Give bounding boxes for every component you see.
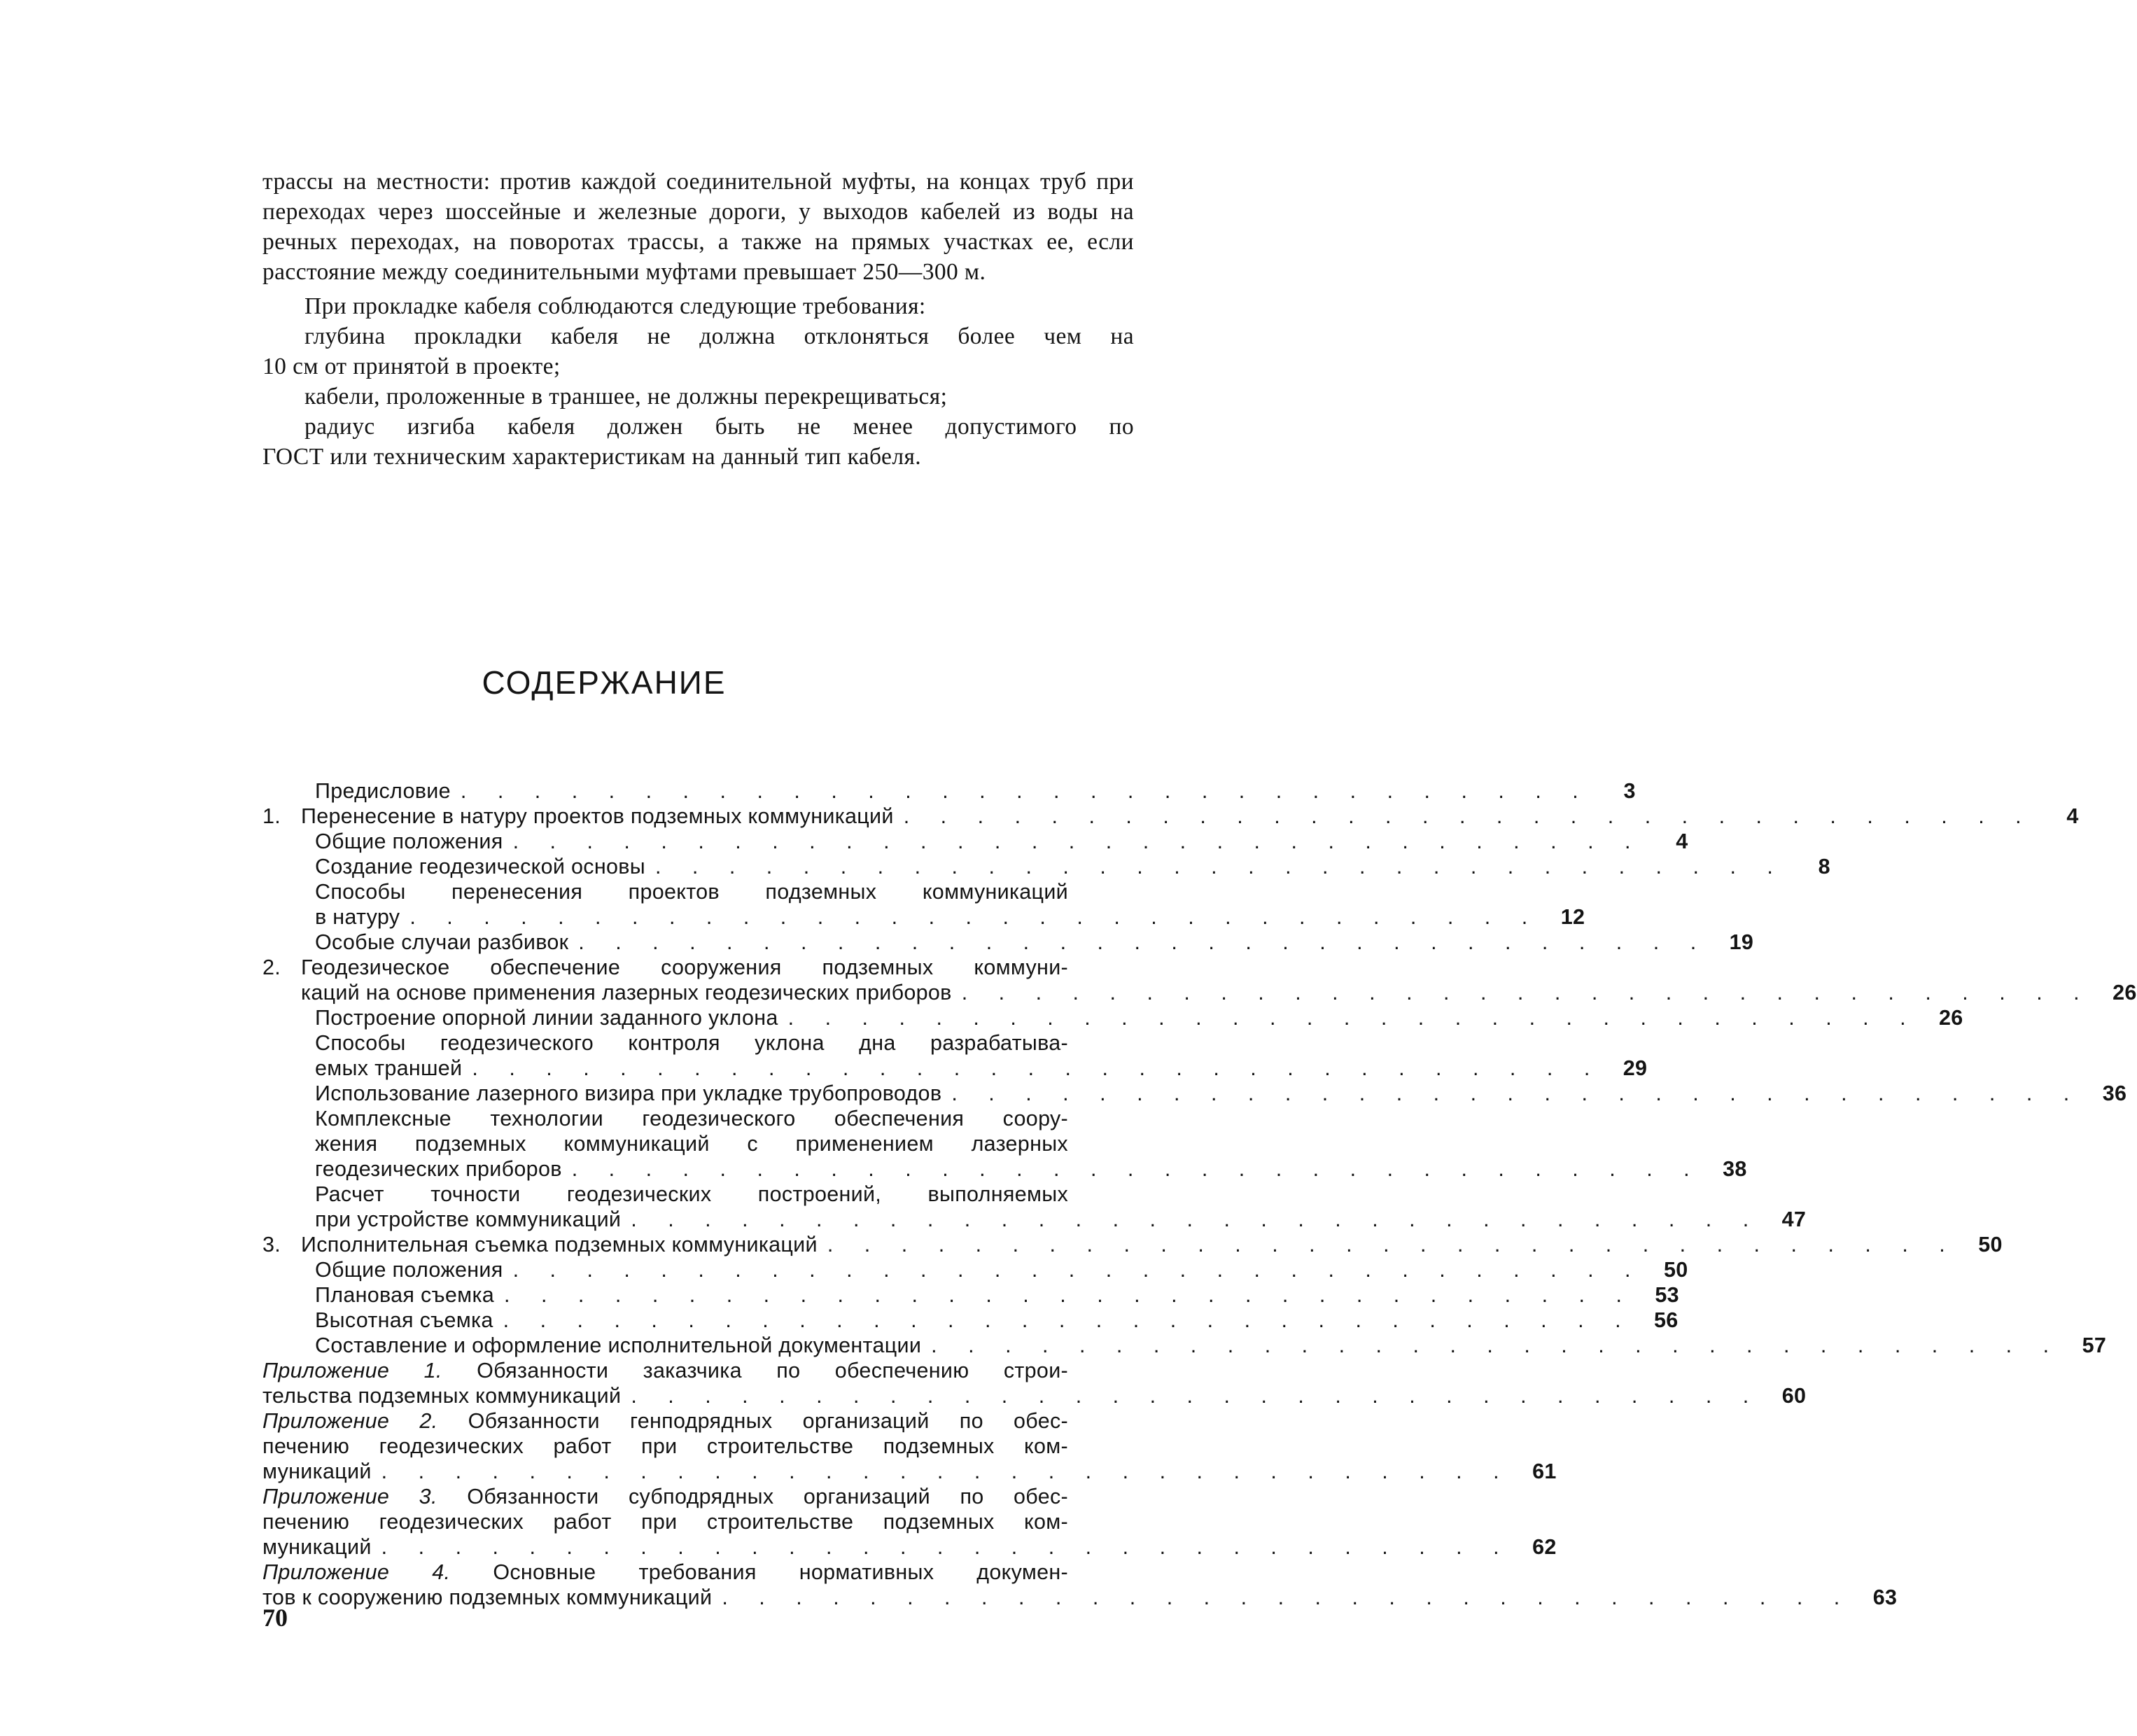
toc-entry-text: Особые случаи разбивок	[315, 930, 569, 954]
toc-entry[interactable]	[262, 1308, 1679, 1333]
toc-page-number: 3	[1623, 779, 1636, 803]
toc-entry-text: Комплексные технологии геодезического обеспечения соору-	[315, 1107, 1068, 1130]
toc-entry-text: Расчет точности геодезических построений, выполняемых	[315, 1182, 1068, 1206]
toc-entry-text: Плановая съемка	[315, 1283, 495, 1307]
toc-dot-leader: . . . . . . . . . . . . . . . . . . . . . . . . . . . . . . .	[381, 1460, 1512, 1483]
toc-page-number: 38	[1723, 1157, 1747, 1181]
toc-page-number: 12	[1560, 905, 1585, 929]
toc-entry-text: в натуру	[315, 905, 400, 929]
toc-entry-text: Использование лазерного визира при укладке трубопроводов	[315, 1082, 942, 1105]
toc-entry-text: геодезических приборов	[315, 1157, 562, 1181]
toc-entry-text: тов к сооружению подземных коммуникаций	[262, 1586, 713, 1609]
toc-page-number: 4	[2066, 804, 2079, 828]
toc-dot-leader: . . . . . . . . . . . . . . . . . . . . . . . . . . . . . . .	[951, 1082, 2082, 1105]
toc-entry[interactable]	[262, 1106, 1747, 1182]
toc-dot-leader: . . . . . . . . . . . . . . . . . . . . . . . . . . . . . . .	[787, 1006, 1919, 1030]
toc-entry[interactable]	[262, 955, 2137, 1005]
toc-entry-number: 3.	[262, 1233, 281, 1256]
toc-entry-text: Геодезическое обеспечение сооружения подземных коммуни-	[301, 955, 1068, 979]
toc-entry[interactable]	[262, 1182, 1807, 1232]
toc-entry-number: 1.	[262, 804, 281, 828]
toc-entry[interactable]	[262, 1333, 2107, 1358]
toc-entry-text: Способы геодезического контроля уклона дна разрабатыва-	[315, 1031, 1068, 1055]
toc-appendix-label: Приложение 2.	[262, 1409, 438, 1433]
toc-page-number: 29	[1623, 1056, 1648, 1080]
toc-entry-text: Перенесение в натуру проектов подземных коммуникаций	[301, 804, 894, 828]
toc-page-number: 63	[1872, 1586, 1898, 1609]
toc-page-number: 62	[1532, 1535, 1557, 1559]
toc-entry[interactable]	[262, 1408, 1557, 1484]
toc-dot-leader: . . . . . . . . . . . . . . . . . . . . . . . . . . . . . . .	[827, 1233, 1958, 1256]
toc-entry[interactable]	[262, 930, 1754, 955]
toc-dot-leader: . . . . . . . . . . . . . . . . . . . . . . . . . . . . . . .	[512, 1258, 1644, 1282]
toc-entry-text: Общие положения	[315, 1258, 503, 1282]
toc-page-number: 19	[1729, 930, 1754, 954]
toc-entry[interactable]	[262, 1484, 1557, 1560]
page-number: 70	[262, 1604, 288, 1632]
requirement-bend-line1: радиус изгиба кабеля должен быть не менее допустимого по	[304, 414, 1134, 440]
toc-entry-text: Построение опорной линии заданного уклона	[315, 1006, 778, 1030]
toc-page-number: 47	[1781, 1208, 1807, 1231]
toc-entry-text: муникаций	[262, 1535, 372, 1559]
toc-entry-text: емых траншей	[315, 1056, 463, 1080]
toc-entry[interactable]	[262, 1282, 1679, 1308]
toc-dot-leader: . . . . . . . . . . . . . . . . . . . . . . . . . . . . . . .	[512, 830, 1644, 853]
toc-page-number: 8	[1818, 855, 1830, 878]
toc-entry-text: тельства подземных коммуникаций	[262, 1384, 622, 1408]
toc-entry[interactable]	[262, 778, 1636, 804]
toc-page-number: 26	[2113, 981, 2137, 1004]
toc-entry[interactable]	[262, 1232, 2003, 1257]
toc-dot-leader: . . . . . . . . . . . . . . . . . . . . . . . . . . . . . . .	[503, 1308, 1634, 1332]
toc-dot-leader: . . . . . . . . . . . . . . . . . . . . . . . . . . . . . . .	[631, 1208, 1762, 1231]
toc-page-number: 50	[1978, 1233, 2003, 1256]
toc-entry-text: Основные требования нормативных докумен-	[493, 1560, 1068, 1584]
toc-entry-text: печению геодезических работ при строительстве подземных ком-	[262, 1510, 1068, 1534]
toc-appendix-label: Приложение 4.	[262, 1560, 451, 1584]
toc-dot-leader: . . . . . . . . . . . . . . . . . . . . . . . . . . . . . . .	[381, 1535, 1512, 1559]
toc-entry[interactable]	[262, 1030, 1648, 1081]
toc-entry[interactable]	[262, 829, 1688, 854]
toc-dot-leader: . . . . . . . . . . . . . . . . . . . . . . . . . . . . . . .	[722, 1586, 1853, 1609]
toc-entry-text: Высотная съемка	[315, 1308, 493, 1332]
toc-page-number: 50	[1663, 1258, 1688, 1282]
toc-appendix-label: Приложение 1.	[262, 1359, 442, 1382]
requirement-depth-line1: глубина прокладки кабеля не должна отклоняться более чем на	[304, 323, 1134, 349]
toc-appendix-label: Приложение 3.	[262, 1485, 437, 1508]
toc-entry-text: Обязанности субподрядных организаций по обес-	[467, 1485, 1068, 1508]
toc-page-number: 26	[1939, 1006, 1963, 1030]
toc-entry-text: каций на основе применения лазерных геодезических приборов	[301, 981, 952, 1004]
table-of-contents	[262, 778, 2137, 1610]
toc-page-number: 57	[2082, 1334, 2107, 1357]
toc-dot-leader: . . . . . . . . . . . . . . . . . . . . . . . . . . . . . . .	[504, 1283, 1634, 1307]
toc-entry-text: Создание геодезической основы	[315, 855, 645, 878]
toc-entry[interactable]	[262, 1358, 1807, 1408]
toc-dot-leader: . . . . . . . . . . . . . . . . . . . . . . . . . . . . . . .	[578, 930, 1709, 954]
toc-entry[interactable]	[262, 1005, 1963, 1030]
toc-entry-text: Обязанности генподрядных организаций по обес-	[468, 1409, 1068, 1433]
requirement-depth-line2: 10 см от принятой в проекте;	[262, 354, 561, 379]
paragraph-routes: трассы на местности: против каждой соединительной муфты, на концах труб при переходах через шоссейные и железные дороги, у выходов кабелей из воды на речных переходах, на поворотах трассы, а также на прямых участках ее, если расстояние между соединительными муфтами превышает 250—300 м.	[262, 169, 1134, 285]
requirement-bend-line2: ГОСТ или техническим характеристикам на данный тип кабеля.	[262, 444, 922, 470]
toc-dot-leader: . . . . . . . . . . . . . . . . . . . . . . . . . . . . . . .	[961, 981, 2092, 1004]
toc-entry-text: жения подземных коммуникаций с применением лазерных	[315, 1132, 1068, 1156]
toc-dot-leader: . . . . . . . . . . . . . . . . . . . . . . . . . . . . . . .	[472, 1056, 1603, 1080]
toc-dot-leader: . . . . . . . . . . . . . . . . . . . . . . . . . . . . . . .	[931, 1334, 2062, 1357]
toc-entry-text: Предисловие	[315, 779, 451, 803]
toc-dot-leader: . . . . . . . . . . . . . . . . . . . . . . . . . . . . . . .	[903, 804, 2034, 828]
requirement-crossing: кабели, проложенные в траншее, не должны перекрещиваться;	[304, 384, 948, 410]
toc-entry[interactable]	[262, 854, 1830, 879]
toc-entry-text: при устройстве коммуникаций	[315, 1208, 622, 1231]
toc-page-number: 53	[1655, 1283, 1679, 1307]
toc-entry[interactable]	[262, 1257, 1688, 1282]
toc-entry[interactable]	[262, 1081, 2127, 1106]
toc-entry[interactable]	[262, 879, 1585, 930]
toc-dot-leader: . . . . . . . . . . . . . . . . . . . . . . . . . . . . . . .	[409, 905, 1541, 929]
toc-page-number: 36	[2102, 1082, 2127, 1105]
toc-entry-text: Исполнительная съемка подземных коммуникаций	[301, 1233, 818, 1256]
toc-dot-leader: . . . . . . . . . . . . . . . . . . . . . . . . . . . . . . .	[654, 855, 1786, 878]
toc-entry[interactable]	[262, 804, 2079, 829]
toc-page-number: 56	[1654, 1308, 1679, 1332]
toc-page-number: 61	[1532, 1460, 1557, 1483]
body-text	[262, 167, 1134, 472]
toc-entry-text: печению геодезических работ при строительстве подземных ком-	[262, 1434, 1068, 1458]
toc-entry-text: Общие положения	[315, 830, 503, 853]
paragraph-requirements-intro: При прокладке кабеля соблюдаются следующие требования:	[304, 293, 926, 319]
toc-dot-leader: . . . . . . . . . . . . . . . . . . . . . . . . . . . . . . .	[571, 1157, 1702, 1181]
toc-entry-text: муникаций	[262, 1460, 372, 1483]
toc-dot-leader: . . . . . . . . . . . . . . . . . . . . . . . . . . . . . . .	[631, 1384, 1762, 1408]
toc-entry-text: Составление и оформление исполнительной документации	[315, 1334, 922, 1357]
toc-page-number: 60	[1781, 1384, 1807, 1408]
toc-page-number: 4	[1676, 830, 1688, 853]
toc-dot-leader: . . . . . . . . . . . . . . . . . . . . . . . . . . . . . . .	[460, 779, 1591, 803]
toc-title: СОДЕРЖАНИЕ	[482, 664, 727, 701]
toc-entry-text: Обязанности заказчика по обеспечению строи-	[477, 1359, 1068, 1382]
toc-entry-text: Способы перенесения проектов подземных коммуникаций	[315, 880, 1068, 904]
toc-entry-number: 2.	[262, 955, 281, 979]
toc-entry[interactable]	[262, 1560, 1898, 1610]
